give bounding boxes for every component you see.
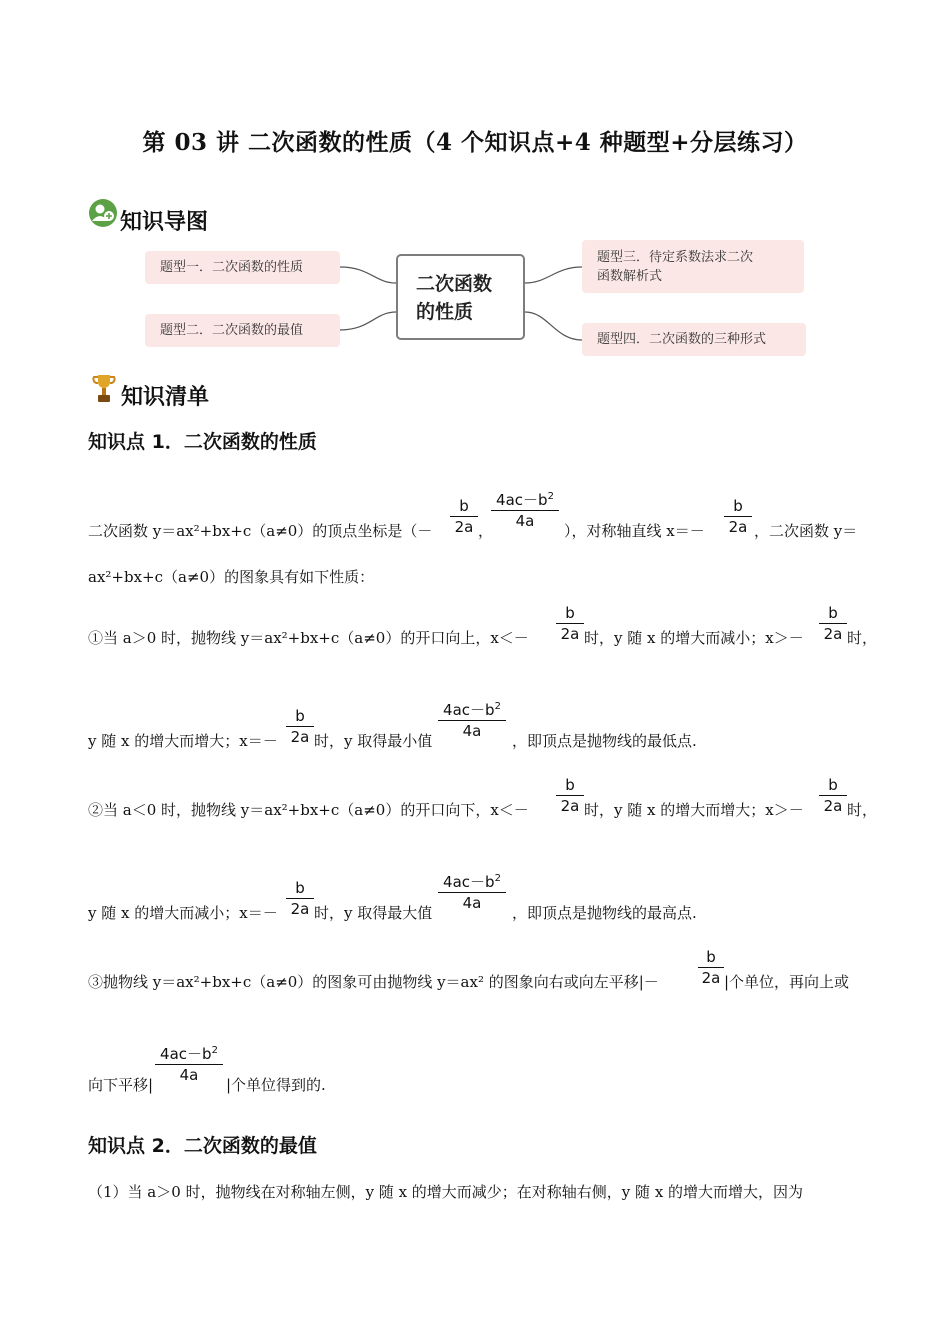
kp1-intro-line-2: ax²+bx+c（a≠0）的图象具有如下性质： [88, 568, 375, 586]
kp1-prop3-a: ③抛物线 y＝ax²+bx+c（a≠0）的图象可由抛物线 y＝ax² 的图象向右或向左平移|－ [88, 973, 659, 991]
kp1-prop3-c: 向下平移| [88, 1076, 154, 1094]
kp2-heading: 知识点 2．二次函数的最值 [88, 1135, 317, 1157]
kp1-prop2-f: ，即顶点是抛物线的最高点. [512, 904, 697, 922]
mindmap-node-2: 题型二．二次函数的最值 [145, 314, 340, 347]
page-title: 第 03 讲 二次函数的性质（4 个知识点+4 种题型+分层练习） [142, 129, 808, 156]
kp1-prop1-d: y 随 x 的增大而增大；x＝－ [88, 732, 278, 750]
trophy-icon [92, 372, 116, 410]
kp1-heading: 知识点 1．二次函数的性质 [88, 431, 317, 453]
kp2-para-1: （1）当 a＞0 时，抛物线在对称轴左侧，y 随 x 的增大而减少；在对称轴右侧，y 随 x 的增大而增大，因为 [88, 1183, 804, 1201]
frac-p1-3: b 2a [286, 706, 314, 747]
checklist-heading: 知识清单 [121, 385, 210, 410]
mindmap-node-4: 题型四．二次函数的三种形式 [582, 323, 806, 356]
kp1-prop2-e: 时，y 取得最大值 [314, 904, 433, 922]
frac-neg-b-2a-vertex: b 2a [450, 496, 478, 537]
mindmap-center: 二次函数 的性质 [396, 254, 525, 340]
kp1-prop2-d: y 随 x 的增大而减小；x＝－ [88, 904, 278, 922]
mindmap-heading: 知识导图 [120, 210, 209, 235]
mindmap-connectors [0, 0, 950, 400]
kp1-prop1-b: 时，y 随 x 的增大而减小；x＞－ [584, 629, 804, 647]
kp1-prop2-b: 时，y 随 x 的增大而增大；x＞－ [584, 801, 804, 819]
comma: ， [478, 522, 494, 540]
frac-p2-1: b 2a [556, 775, 584, 816]
kp1-prop3-d: |个单位得到的. [226, 1076, 326, 1094]
frac-p1-1: b 2a [556, 603, 584, 644]
frac-p3-2: $4ac-b^2$ 4a [155, 1044, 223, 1085]
kp1-prop2-a: ②当 a＜0 时，抛物线 y＝ax²+bx+c（a≠0）的开口向下，x＜－ [88, 801, 529, 819]
frac-p2-3: b 2a [286, 878, 314, 919]
kp1-intro-line-1c: ，二次函数 y＝ [754, 522, 858, 540]
kp1-prop3-b: |个单位，再向上或 [724, 973, 850, 991]
frac-p1-2: b 2a [819, 603, 847, 644]
kp1-prop1-c: 时， [847, 629, 878, 647]
mindmap-node-1: 题型一．二次函数的性质 [145, 251, 340, 284]
kp1-intro-line-1: 二次函数 y＝ax²+bx+c（a≠0）的顶点坐标是（－ [88, 522, 433, 540]
kp1-prop1-a: ①当 a＞0 时，抛物线 y＝ax²+bx+c（a≠0）的开口向上，x＜－ [88, 629, 529, 647]
kp1-intro-line-1b: ），对称轴直线 x＝－ [564, 522, 705, 540]
mindmap-node-3: 题型三．待定系数法求二次 函数解析式 [582, 240, 804, 293]
kp1-prop1-f: ，即顶点是抛物线的最低点. [512, 732, 697, 750]
frac-p3-1: b 2a [698, 947, 724, 988]
frac-vertex-y: $4ac-b^2$ 4a [491, 490, 559, 531]
kp1-prop2-c: 时， [847, 801, 878, 819]
frac-max-value: $4ac-b^2$ 4a [438, 872, 506, 913]
frac-p2-2: b 2a [819, 775, 847, 816]
frac-axis: b 2a [724, 496, 752, 537]
frac-min-value: $4ac-b^2$ 4a [438, 700, 506, 741]
kp1-prop1-e: 时，y 取得最小值 [314, 732, 433, 750]
